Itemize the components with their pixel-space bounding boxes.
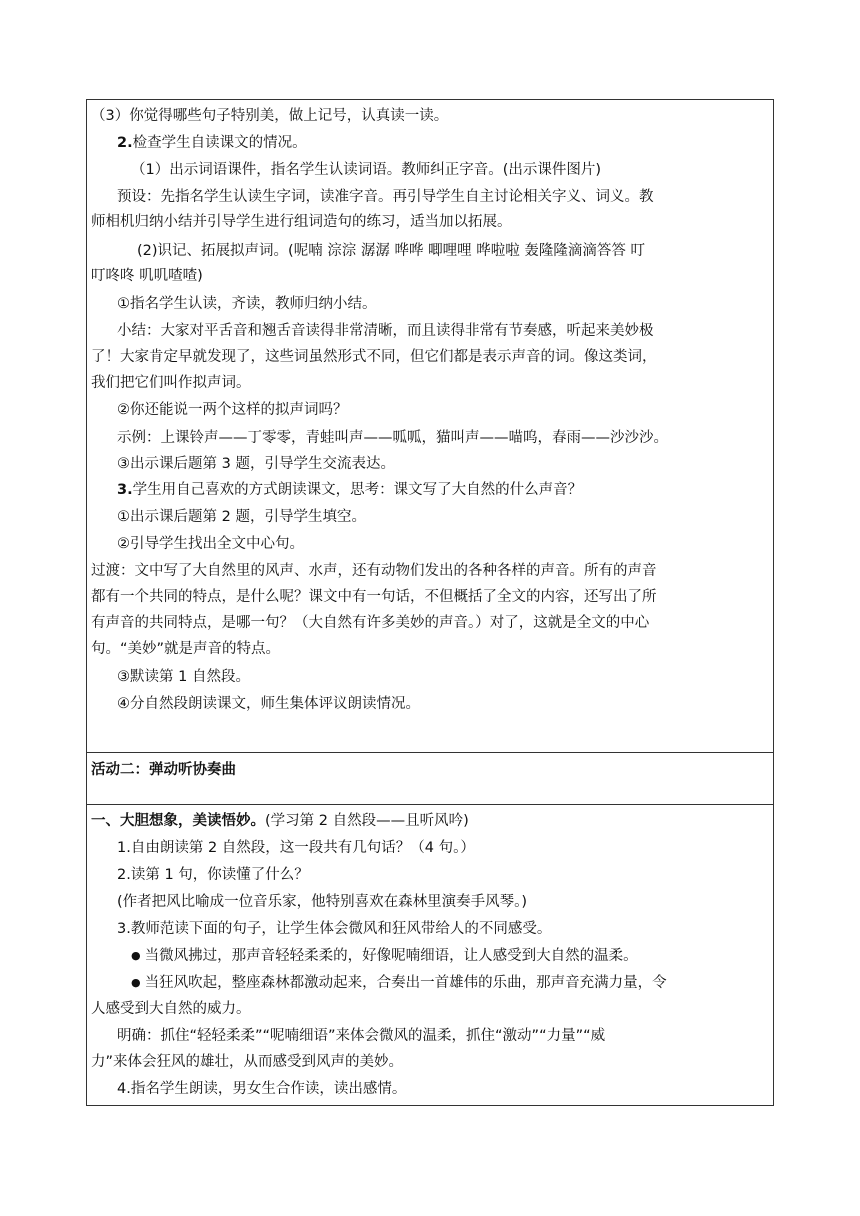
text-line: ④分自然段朗读课文，师生集体评议朗读情况。 — [117, 696, 420, 712]
text-line: (作者把风比喻成一位音乐家，他特别喜欢在森林里演奏手风琴。) — [117, 894, 528, 910]
step-text: 学生用自己喜欢的方式朗读课文，思考：课文写了大自然的什么声音？ — [132, 482, 583, 498]
text-line: 过渡：文中写了大自然里的风声、水声，还有动物们发出的各种各样的声音。所有的声音 — [91, 563, 657, 579]
lesson-cell-2 — [86, 805, 774, 1106]
text-line: 2.读第 1 句，你读懂了什么？ — [117, 867, 309, 883]
text-line: 预设：先指名学生认读生字词，读准字音。再引导学生自主讨论相关字义、词义。教 — [117, 189, 654, 205]
text-line: 师相机归纳小结并引导学生进行组词造句的练习，适当加以拓展。 — [91, 214, 512, 230]
step-text: 检查学生自读课文的情况。 — [132, 135, 307, 151]
text-line: 小结：大家对平舌音和翘舌音读得非常清晰，而且读得非常有节奏感，听起来美妙极 — [117, 323, 654, 339]
section-heading-rest: (学习第 2 自然段——且听风吟) — [265, 813, 469, 829]
bullet-item: ● 当微风拂过，那声音轻轻柔柔的，好像呢喃细语，让人感受到大自然的温柔。 — [87, 945, 819, 967]
text-line: 人感受到大自然的威力。 — [91, 1001, 251, 1017]
text-line: （3）你觉得哪些句子特别美，做上记号，认真读一读。 — [91, 108, 449, 124]
text-line: （1）出示词语课件，指名学生认读词语。教师纠正字音。(出示课件图片) — [131, 162, 602, 178]
text-line: ③默读第 1 自然段。 — [117, 669, 250, 685]
text-line: ①出示课后题第 2 题，引导学生填空。 — [117, 509, 366, 525]
text-line: ②你还能说一两个这样的拟声词吗？ — [117, 402, 348, 418]
text-line: 4.指名学生朗读，男女生合作读，读出感情。 — [117, 1081, 407, 1097]
step-heading — [87, 479, 805, 501]
activity-title: 活动二：弹动听协奏曲 — [91, 762, 236, 778]
text-line: 都有一个共同的特点，是什么呢？课文中有一句话，不但概括了全文的内容，还写出了所 — [91, 589, 657, 605]
section-heading-bold: 一、大胆想象，美读悟妙。 — [91, 813, 265, 829]
section-heading — [87, 810, 779, 832]
text-line: 力”来体会狂风的雄壮，从而感受到风声的美妙。 — [91, 1054, 404, 1070]
step-heading — [87, 132, 805, 154]
bullet-item: ● 当狂风吹起，整座森林都激动起来，合奏出一首雄伟的乐曲，那声音充满力量，令 — [87, 972, 819, 994]
step-number: 3. — [117, 482, 133, 498]
text-line: 示例：上课铃声——丁零零，青蛙叫声——呱呱，猫叫声——喵呜，春雨——沙沙沙。 — [117, 430, 668, 446]
text-line: 叮咚咚 叽叽喳喳) — [91, 268, 203, 284]
text-line: ②引导学生找出全文中心句。 — [117, 536, 304, 552]
text-line: 我们把它们叫作拟声词。 — [91, 375, 251, 391]
lesson-cell-1 — [86, 99, 774, 753]
text-line: ③出示课后题第 3 题，引导学生交流表达。 — [117, 456, 395, 472]
text-line: ①指名学生认读，齐读，教师归纳小结。 — [117, 296, 377, 312]
text-line: 了！大家肯定早就发现了，这些词虽然形式不同，但它们都是表示声音的词。像这类词， — [91, 349, 657, 365]
activity-title-cell — [86, 753, 774, 805]
text-line: 明确：抓住“轻轻柔柔”“呢喃细语”来体会微风的温柔，抓住“激动”“力量”“威 — [117, 1028, 606, 1044]
text-line: 1.自由朗读第 2 自然段，这一段共有几句话？（4 句。） — [117, 840, 475, 856]
text-line: 有声音的共同特点，是哪一句？（大自然有许多美妙的声音。）对了，这就是全文的中心 — [91, 615, 650, 631]
text-line: (2)识记、拓展拟声词。(呢喃 淙淙 潺潺 哗哗 唧哩哩 哗啦啦 轰隆隆滴滴答答 叮 — [137, 243, 645, 259]
text-line: 句。“美妙”就是声音的特点。 — [91, 641, 281, 657]
step-number: 2. — [117, 135, 133, 151]
text-line: 3.教师范读下面的句子，让学生体会微风和狂风带给人的不同感受。 — [117, 921, 552, 937]
